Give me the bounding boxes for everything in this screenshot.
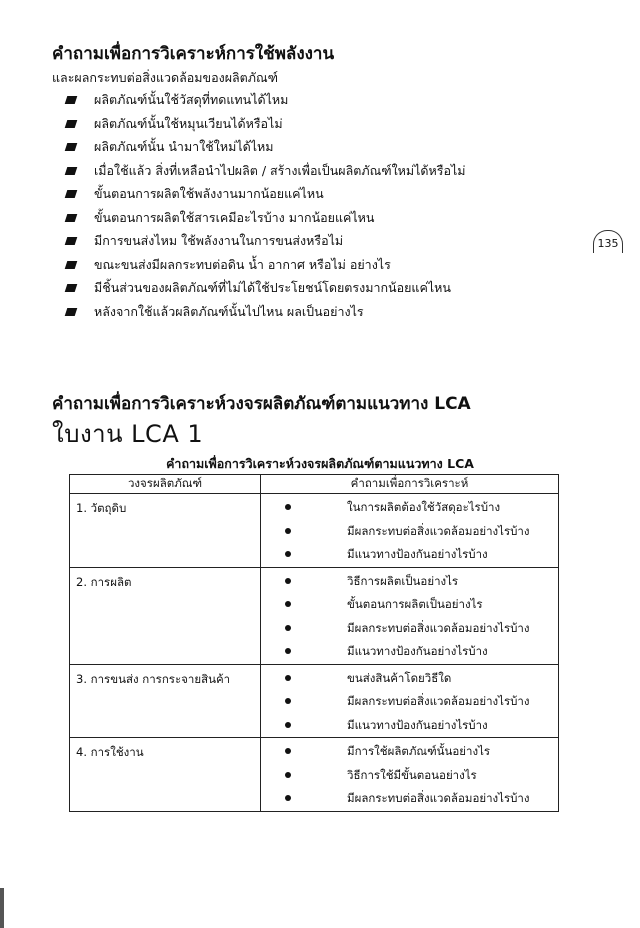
bullet-item (66, 184, 466, 208)
question-text: มีแนวทางป้องกันอย่างไรบ้าง (347, 547, 488, 561)
stage-label: 2. การผลิต (76, 574, 132, 589)
column-header-questions: คำถามเพื่อการวิเคราะห์ (261, 475, 559, 494)
question-text: มีผลกระทบต่อสิ่งแวดล้อมอย่างไรบ้าง (347, 523, 530, 538)
square-bullet-icon (65, 308, 78, 316)
bullet-dot-icon (285, 795, 291, 801)
bullet-dot-icon (285, 504, 291, 510)
bullet-item (66, 90, 466, 114)
worksheet-label: ใบงาน LCA 1 (52, 420, 204, 448)
page-number-tab: 135 (593, 230, 623, 253)
bullet-dot-icon (285, 551, 291, 557)
bullet-dot-icon (285, 748, 291, 754)
stage-label: 4. การใช้งาน (76, 745, 144, 759)
table-header-row (70, 475, 559, 494)
square-bullet-icon (65, 261, 78, 269)
stage-cell (70, 494, 261, 568)
bullet-text: ผลิตภัณฑ์นั้นใช้หมุนเวียนได้หรือไม่ (94, 115, 283, 131)
question-list (261, 738, 558, 811)
bullet-dot-icon (285, 528, 291, 534)
question-list (261, 568, 558, 664)
square-bullet-icon (65, 120, 78, 128)
question-item (261, 667, 558, 691)
question-item (261, 787, 558, 811)
question-text: ในการผลิตต้องใช้วัสดุอะไรบ้าง (347, 500, 501, 514)
table-row (70, 567, 559, 664)
question-text: มีการใช้ผลิตภัณฑ์นั้นอย่างไร (347, 744, 491, 758)
question-text: ขั้นตอนการผลิตเป็นอย่างไร (347, 597, 483, 611)
stage-label: 1. วัตถุดิบ (76, 501, 127, 515)
bullet-dot-icon (285, 722, 291, 728)
bullet-dot-icon (285, 772, 291, 778)
section1-title: คำถามเพื่อการวิเคราะห์การใช้พลังงาน (52, 44, 335, 64)
bullet-item (66, 114, 466, 138)
question-text: วิธีการใช้มีขั้นตอนอย่างไร (347, 767, 477, 782)
square-bullet-icon (65, 96, 78, 104)
table-row (70, 494, 559, 568)
square-bullet-icon (65, 167, 78, 175)
questions-cell (261, 664, 559, 738)
bullet-item (66, 208, 466, 232)
section2-title: คำถามเพื่อการวิเคราะห์วงจรผลิตภัณฑ์ตามแนวทาง LCA (52, 394, 471, 414)
bullet-text: ผลิตภัณฑ์นั้น นำมาใช้ใหม่ได้ไหม (94, 139, 274, 154)
square-bullet-icon (65, 214, 78, 222)
question-item (261, 593, 558, 617)
question-list (261, 494, 558, 567)
bullet-dot-icon (285, 578, 291, 584)
questions-cell (261, 738, 559, 812)
bullet-text: ขั้นตอนการผลิตใช้พลังงานมากน้อยแค่ไหน (94, 186, 324, 201)
table-row (70, 664, 559, 738)
bullet-text: ขณะขนส่งมีผลกระทบต่อดิน น้ำ อากาศ หรือไม่ อย่างไร (94, 256, 391, 272)
question-text: มีผลกระทบต่อสิ่งแวดล้อมอย่างไรบ้าง (347, 791, 530, 805)
square-bullet-icon (65, 237, 78, 245)
bullet-dot-icon (285, 648, 291, 654)
bullet-dot-icon (285, 675, 291, 681)
stage-cell (70, 664, 261, 738)
bullet-item (66, 161, 466, 185)
question-text: มีแนวทางป้องกันอย่างไรบ้าง (347, 717, 488, 732)
section1-bullet-list (66, 90, 466, 325)
question-item (261, 740, 558, 764)
question-item (261, 640, 558, 664)
bullet-text: ขั้นตอนการผลิตใช้สารเคมีอะไรบ้าง มากน้อยแค่ไหน (94, 209, 375, 225)
lca-table (69, 474, 559, 812)
question-item (261, 764, 558, 788)
question-text: มีผลกระทบต่อสิ่งแวดล้อมอย่างไรบ้าง (347, 694, 530, 708)
question-item (261, 496, 558, 520)
stage-label: 3. การขนส่ง การกระจายสินค้า (76, 671, 231, 686)
section1-subtitle: และผลกระทบต่อสิ่งแวดล้อมของผลิตภัณฑ์ (52, 70, 279, 85)
question-item (261, 714, 558, 738)
bullet-text: มีการขนส่งไหม ใช้พลังงานในการขนส่งหรือไม่ (94, 233, 344, 248)
question-item (261, 520, 558, 544)
bullet-item (66, 231, 466, 255)
table-row (70, 738, 559, 812)
bullet-text: หลังจากใช้แล้วผลิตภัณฑ์นั้นไปไหน ผลเป็นอย่างไร (94, 303, 364, 319)
question-text: มีแนวทางป้องกันอย่างไรบ้าง (347, 644, 488, 658)
question-text: มีผลกระทบต่อสิ่งแวดล้อมอย่างไรบ้าง (347, 620, 530, 635)
bullet-item (66, 302, 466, 326)
questions-cell (261, 567, 559, 664)
question-item (261, 690, 558, 714)
bullet-item (66, 255, 466, 279)
stage-cell (70, 567, 261, 664)
bullet-item (66, 278, 466, 302)
table-title: คำถามเพื่อการวิเคราะห์วงจรผลิตภัณฑ์ตามแนวทาง LCA (166, 456, 474, 471)
question-item (261, 543, 558, 567)
bullet-text: เมื่อใช้แล้ว สิ่งที่เหลือนำไปผลิต / สร้างเพื่อเป็นผลิตภัณฑ์ใหม่ได้หรือไม่ (94, 162, 466, 178)
bullet-dot-icon (285, 625, 291, 631)
bullet-text: มีชิ้นส่วนของผลิตภัณฑ์ที่ไม่ได้ใช้ประโยชน์โดยตรงมากน้อยแค่ไหน (94, 280, 451, 295)
square-bullet-icon (65, 143, 78, 151)
bullet-dot-icon (285, 698, 291, 704)
question-item (261, 570, 558, 594)
question-item (261, 617, 558, 641)
question-text: ขนส่งสินค้าโดยวิธีใด (347, 670, 452, 685)
bullet-text: ผลิตภัณฑ์นั้นใช้วัสดุที่ทดแทนได้ไหม (94, 92, 289, 107)
questions-cell (261, 494, 559, 568)
scan-edge-mark (0, 888, 4, 928)
column-header-lifecycle: วงจรผลิตภัณฑ์ (70, 475, 261, 494)
bullet-dot-icon (285, 601, 291, 607)
question-list (261, 665, 558, 738)
square-bullet-icon (65, 284, 78, 292)
bullet-item (66, 137, 466, 161)
stage-cell (70, 738, 261, 812)
square-bullet-icon (65, 190, 78, 198)
question-text: วิธีการผลิตเป็นอย่างไร (347, 573, 459, 588)
